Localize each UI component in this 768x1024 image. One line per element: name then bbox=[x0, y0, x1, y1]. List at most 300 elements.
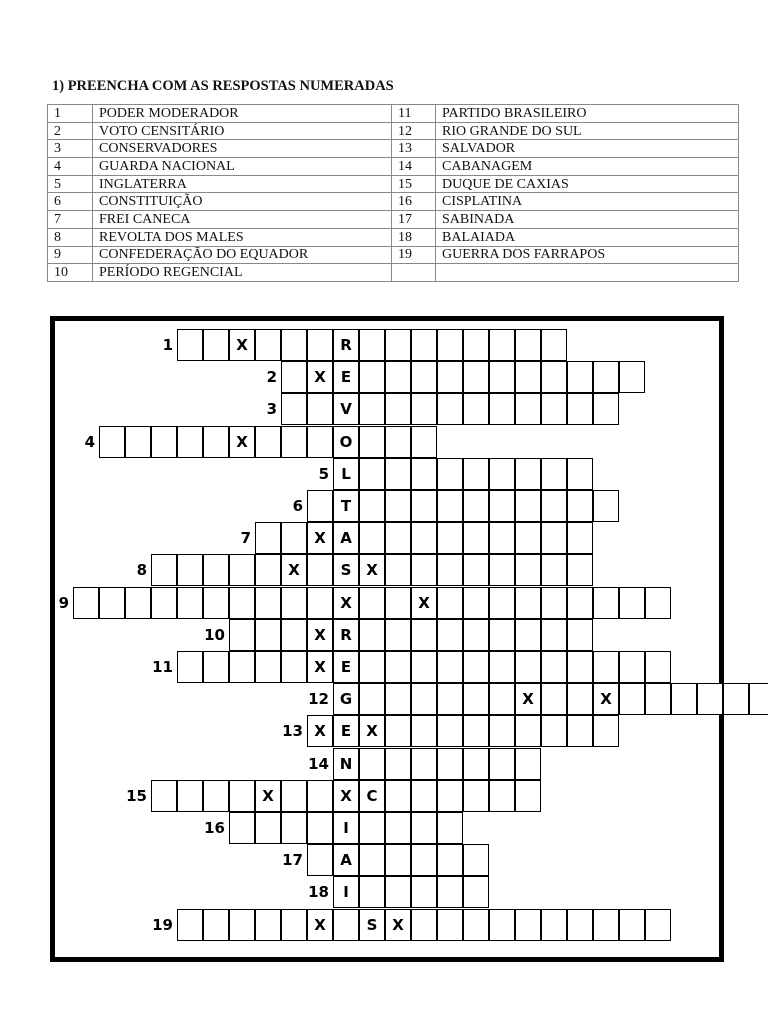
crossword-cell[interactable]: I bbox=[333, 812, 359, 844]
crossword-cell[interactable] bbox=[593, 715, 619, 747]
crossword-cell[interactable] bbox=[515, 748, 541, 780]
crossword-cell[interactable]: X bbox=[307, 522, 333, 554]
answer-number: 17 bbox=[392, 211, 436, 229]
clue-number: 11 bbox=[152, 658, 173, 676]
crossword-cell[interactable] bbox=[359, 522, 385, 554]
crossword-cell[interactable]: G bbox=[333, 683, 359, 715]
crossword-cell[interactable] bbox=[385, 426, 411, 458]
crossword-cell[interactable] bbox=[463, 876, 489, 908]
crossword-cell[interactable]: X bbox=[593, 683, 619, 715]
crossword-cell[interactable] bbox=[567, 361, 593, 393]
crossword-cell[interactable] bbox=[541, 361, 567, 393]
clue-number: 17 bbox=[282, 851, 303, 870]
crossword-cell[interactable] bbox=[281, 619, 307, 651]
crossword-cell[interactable] bbox=[567, 909, 593, 941]
crossword-cell[interactable] bbox=[463, 651, 489, 683]
crossword-cell[interactable] bbox=[463, 715, 489, 747]
crossword-cell[interactable] bbox=[463, 587, 489, 619]
crossword-cell[interactable] bbox=[203, 587, 229, 619]
crossword-grid bbox=[50, 316, 724, 962]
crossword-cell[interactable] bbox=[411, 619, 437, 651]
crossword-cell[interactable] bbox=[385, 361, 411, 393]
crossword-cell[interactable]: X bbox=[229, 426, 255, 458]
crossword-cell[interactable] bbox=[359, 876, 385, 908]
crossword-cell[interactable] bbox=[307, 329, 333, 361]
crossword-cell[interactable]: A bbox=[333, 522, 359, 554]
answer-text: PERÍODO REGENCIAL bbox=[93, 264, 392, 282]
answer-text: GUARDA NACIONAL bbox=[93, 158, 392, 176]
answer-number: 16 bbox=[392, 193, 436, 211]
crossword-cell[interactable]: X bbox=[359, 554, 385, 586]
crossword-cell[interactable]: X bbox=[515, 683, 541, 715]
crossword-cell[interactable] bbox=[515, 651, 541, 683]
crossword-cell[interactable] bbox=[437, 780, 463, 812]
crossword-cell[interactable] bbox=[437, 683, 463, 715]
crossword-cell[interactable] bbox=[151, 426, 177, 458]
crossword-cell[interactable] bbox=[385, 554, 411, 586]
crossword-cell[interactable] bbox=[489, 522, 515, 554]
crossword-cell[interactable] bbox=[489, 715, 515, 747]
answer-number: 9 bbox=[48, 246, 93, 264]
crossword-cell[interactable] bbox=[567, 458, 593, 490]
crossword-cell[interactable] bbox=[359, 393, 385, 425]
crossword-cell[interactable] bbox=[203, 329, 229, 361]
answer-number: 4 bbox=[48, 158, 93, 176]
crossword-cell[interactable] bbox=[177, 651, 203, 683]
crossword-cell[interactable] bbox=[307, 780, 333, 812]
crossword-cell[interactable] bbox=[437, 587, 463, 619]
crossword-cell[interactable] bbox=[437, 554, 463, 586]
answer-text: PARTIDO BRASILEIRO bbox=[436, 105, 739, 123]
crossword-cell[interactable]: L bbox=[333, 458, 359, 490]
answer-number: 6 bbox=[48, 193, 93, 211]
crossword-cell[interactable] bbox=[645, 587, 671, 619]
crossword-cell[interactable] bbox=[177, 587, 203, 619]
crossword-cell[interactable] bbox=[255, 522, 281, 554]
crossword-cell[interactable] bbox=[619, 683, 645, 715]
crossword-cell[interactable] bbox=[541, 522, 567, 554]
crossword-cell[interactable]: N bbox=[333, 748, 359, 780]
crossword-cell[interactable] bbox=[593, 909, 619, 941]
answer-row bbox=[48, 193, 739, 211]
crossword-cell[interactable] bbox=[567, 651, 593, 683]
crossword-cell[interactable] bbox=[619, 651, 645, 683]
crossword-cell[interactable] bbox=[463, 490, 489, 522]
answer-number: 2 bbox=[48, 122, 93, 140]
crossword-cell[interactable] bbox=[385, 329, 411, 361]
crossword-cell[interactable] bbox=[541, 490, 567, 522]
crossword-cell[interactable]: S bbox=[333, 554, 359, 586]
crossword-cell[interactable] bbox=[541, 715, 567, 747]
crossword-cell[interactable] bbox=[489, 651, 515, 683]
crossword-cell[interactable] bbox=[697, 683, 723, 715]
answers-table bbox=[47, 104, 739, 282]
crossword-cell[interactable] bbox=[619, 909, 645, 941]
crossword-cell[interactable] bbox=[567, 490, 593, 522]
crossword-cell[interactable]: T bbox=[333, 490, 359, 522]
crossword-cell[interactable] bbox=[515, 780, 541, 812]
crossword-cell[interactable] bbox=[177, 909, 203, 941]
crossword-cell[interactable] bbox=[541, 651, 567, 683]
crossword-cell[interactable] bbox=[177, 329, 203, 361]
crossword-cell[interactable] bbox=[463, 619, 489, 651]
crossword-cell[interactable] bbox=[281, 393, 307, 425]
crossword-cell[interactable] bbox=[411, 748, 437, 780]
clue-number: 13 bbox=[282, 722, 303, 741]
crossword-cell[interactable] bbox=[515, 329, 541, 361]
crossword-cell[interactable] bbox=[463, 683, 489, 715]
crossword-cell[interactable] bbox=[489, 619, 515, 651]
crossword-cell[interactable] bbox=[541, 458, 567, 490]
crossword-cell[interactable] bbox=[359, 458, 385, 490]
crossword-cell[interactable] bbox=[255, 426, 281, 458]
crossword-cell[interactable] bbox=[151, 554, 177, 586]
crossword-cell[interactable] bbox=[359, 587, 385, 619]
crossword-cell[interactable] bbox=[593, 490, 619, 522]
crossword-cell[interactable] bbox=[281, 587, 307, 619]
crossword-cell[interactable] bbox=[359, 426, 385, 458]
crossword-cell[interactable] bbox=[281, 361, 307, 393]
crossword-cell[interactable] bbox=[203, 651, 229, 683]
crossword-cell[interactable] bbox=[567, 715, 593, 747]
crossword-cell[interactable] bbox=[463, 458, 489, 490]
crossword-cell[interactable] bbox=[541, 393, 567, 425]
answer-number: 14 bbox=[392, 158, 436, 176]
crossword-cell[interactable] bbox=[177, 554, 203, 586]
crossword-cell[interactable] bbox=[411, 522, 437, 554]
crossword-cell[interactable] bbox=[359, 619, 385, 651]
answer-text: GUERRA DOS FARRAPOS bbox=[436, 246, 739, 264]
crossword-cell[interactable] bbox=[359, 651, 385, 683]
crossword-cell[interactable] bbox=[489, 909, 515, 941]
crossword-cell[interactable] bbox=[411, 361, 437, 393]
crossword-cell[interactable] bbox=[489, 780, 515, 812]
crossword-cell[interactable]: E bbox=[333, 361, 359, 393]
crossword-cell[interactable] bbox=[229, 619, 255, 651]
crossword-cell[interactable] bbox=[437, 812, 463, 844]
crossword-cell[interactable] bbox=[411, 812, 437, 844]
crossword-cell[interactable] bbox=[229, 554, 255, 586]
answer-number: 18 bbox=[392, 228, 436, 246]
crossword-cell[interactable] bbox=[671, 683, 697, 715]
crossword-cell[interactable] bbox=[463, 909, 489, 941]
crossword-cell[interactable] bbox=[463, 554, 489, 586]
crossword-cell[interactable] bbox=[385, 876, 411, 908]
crossword-cell[interactable] bbox=[177, 780, 203, 812]
crossword-cell[interactable] bbox=[255, 329, 281, 361]
crossword-cell[interactable] bbox=[463, 329, 489, 361]
answer-row bbox=[48, 211, 739, 229]
crossword-cell[interactable] bbox=[151, 780, 177, 812]
crossword-cell[interactable] bbox=[385, 393, 411, 425]
crossword-cell[interactable] bbox=[463, 844, 489, 876]
crossword-cell[interactable] bbox=[385, 812, 411, 844]
crossword-cell[interactable] bbox=[177, 426, 203, 458]
crossword-cell[interactable]: X bbox=[385, 909, 411, 941]
crossword-cell[interactable] bbox=[411, 329, 437, 361]
clue-number: 7 bbox=[240, 529, 251, 548]
crossword-cell[interactable] bbox=[385, 844, 411, 876]
crossword-cell[interactable] bbox=[359, 361, 385, 393]
answer-number: 11 bbox=[392, 105, 436, 123]
crossword-cell[interactable] bbox=[307, 393, 333, 425]
crossword-cell[interactable] bbox=[489, 748, 515, 780]
crossword-cell[interactable] bbox=[645, 683, 671, 715]
crossword-cell[interactable]: V bbox=[333, 393, 359, 425]
crossword-cell[interactable]: X bbox=[307, 909, 333, 941]
crossword-cell[interactable]: X bbox=[255, 780, 281, 812]
answer-row bbox=[48, 122, 739, 140]
crossword-cell[interactable] bbox=[593, 393, 619, 425]
crossword-cell[interactable] bbox=[255, 812, 281, 844]
crossword-cell[interactable] bbox=[489, 587, 515, 619]
crossword-cell[interactable] bbox=[385, 748, 411, 780]
clue-number: 15 bbox=[126, 786, 147, 805]
crossword-cell[interactable] bbox=[307, 426, 333, 458]
crossword-cell[interactable]: E bbox=[333, 651, 359, 683]
crossword-cell[interactable] bbox=[385, 587, 411, 619]
crossword-cell[interactable] bbox=[385, 619, 411, 651]
crossword-cell[interactable] bbox=[437, 329, 463, 361]
crossword-cell[interactable] bbox=[593, 651, 619, 683]
crossword-cell[interactable] bbox=[463, 522, 489, 554]
crossword-cell[interactable] bbox=[359, 683, 385, 715]
crossword-cell[interactable] bbox=[723, 683, 749, 715]
crossword-cell[interactable] bbox=[359, 812, 385, 844]
crossword-cell[interactable] bbox=[359, 329, 385, 361]
crossword-cell[interactable] bbox=[307, 587, 333, 619]
crossword-cell[interactable] bbox=[515, 587, 541, 619]
crossword-cell[interactable] bbox=[281, 426, 307, 458]
crossword-cell[interactable] bbox=[437, 619, 463, 651]
crossword-cell[interactable] bbox=[411, 554, 437, 586]
crossword-cell[interactable] bbox=[229, 780, 255, 812]
crossword-cell[interactable]: X bbox=[333, 587, 359, 619]
answer-row bbox=[48, 175, 739, 193]
crossword-cell[interactable] bbox=[359, 844, 385, 876]
crossword-cell[interactable] bbox=[437, 715, 463, 747]
crossword-cell[interactable] bbox=[489, 490, 515, 522]
crossword-cell[interactable] bbox=[567, 683, 593, 715]
crossword-cell[interactable] bbox=[541, 329, 567, 361]
crossword-cell[interactable] bbox=[255, 587, 281, 619]
crossword-cell[interactable] bbox=[99, 587, 125, 619]
crossword-cell[interactable] bbox=[515, 909, 541, 941]
crossword-cell[interactable] bbox=[125, 426, 151, 458]
crossword-cell[interactable] bbox=[515, 490, 541, 522]
answer-number bbox=[392, 264, 436, 282]
crossword-cell[interactable] bbox=[541, 587, 567, 619]
crossword-cell[interactable]: X bbox=[359, 715, 385, 747]
crossword-cell[interactable] bbox=[281, 651, 307, 683]
crossword-cell[interactable] bbox=[515, 361, 541, 393]
crossword-cell[interactable] bbox=[437, 844, 463, 876]
answer-text: CONSTITUIÇÃO bbox=[93, 193, 392, 211]
crossword-cell[interactable] bbox=[619, 361, 645, 393]
crossword-cell[interactable] bbox=[593, 587, 619, 619]
answer-number: 15 bbox=[392, 175, 436, 193]
crossword-cell[interactable] bbox=[515, 715, 541, 747]
crossword-cell[interactable] bbox=[229, 812, 255, 844]
crossword-cell[interactable] bbox=[385, 458, 411, 490]
crossword-cell[interactable] bbox=[307, 812, 333, 844]
crossword-cell[interactable] bbox=[255, 909, 281, 941]
crossword-cell[interactable] bbox=[567, 522, 593, 554]
crossword-cell[interactable] bbox=[437, 490, 463, 522]
crossword-cell[interactable]: R bbox=[333, 619, 359, 651]
crossword-cell[interactable] bbox=[515, 393, 541, 425]
crossword-cell[interactable] bbox=[489, 554, 515, 586]
crossword-cell[interactable] bbox=[437, 876, 463, 908]
crossword-cell[interactable] bbox=[515, 554, 541, 586]
crossword-cell[interactable] bbox=[99, 426, 125, 458]
crossword-cell[interactable] bbox=[229, 587, 255, 619]
crossword-cell[interactable] bbox=[203, 426, 229, 458]
crossword-cell[interactable] bbox=[411, 844, 437, 876]
exercise-heading: 1) PREENCHA COM AS RESPOSTAS NUMERADAS bbox=[52, 78, 394, 94]
crossword-cell[interactable] bbox=[203, 554, 229, 586]
crossword-cell[interactable] bbox=[437, 651, 463, 683]
crossword-cell[interactable] bbox=[489, 361, 515, 393]
crossword-cell[interactable] bbox=[541, 619, 567, 651]
crossword-cell[interactable] bbox=[411, 490, 437, 522]
crossword-cell[interactable] bbox=[541, 554, 567, 586]
crossword-cell[interactable] bbox=[229, 909, 255, 941]
clue-number: 1 bbox=[162, 336, 173, 354]
crossword-cell[interactable] bbox=[463, 393, 489, 425]
crossword-cell[interactable] bbox=[593, 361, 619, 393]
crossword-cell[interactable] bbox=[411, 426, 437, 458]
crossword-cell[interactable] bbox=[437, 748, 463, 780]
crossword-cell[interactable] bbox=[541, 683, 567, 715]
crossword-cell[interactable] bbox=[645, 651, 671, 683]
answer-text: CONSERVADORES bbox=[93, 140, 392, 158]
crossword-cell[interactable]: X bbox=[281, 554, 307, 586]
crossword-cell[interactable]: X bbox=[307, 651, 333, 683]
crossword-cell[interactable]: A bbox=[333, 844, 359, 876]
crossword-cell[interactable] bbox=[645, 909, 671, 941]
crossword-cell[interactable] bbox=[203, 909, 229, 941]
crossword-cell[interactable] bbox=[411, 458, 437, 490]
crossword-cell[interactable] bbox=[385, 715, 411, 747]
crossword-cell[interactable] bbox=[489, 329, 515, 361]
crossword-cell[interactable] bbox=[437, 909, 463, 941]
crossword-cell[interactable] bbox=[567, 587, 593, 619]
crossword-cell[interactable] bbox=[281, 812, 307, 844]
crossword-cell[interactable] bbox=[463, 748, 489, 780]
crossword-cell[interactable]: I bbox=[333, 876, 359, 908]
crossword-cell[interactable]: O bbox=[333, 426, 359, 458]
answer-text: CABANAGEM bbox=[436, 158, 739, 176]
crossword-cell[interactable] bbox=[411, 876, 437, 908]
crossword-cell[interactable] bbox=[385, 490, 411, 522]
crossword-cell[interactable] bbox=[281, 522, 307, 554]
crossword-cell[interactable] bbox=[515, 522, 541, 554]
crossword-cell[interactable]: X bbox=[307, 619, 333, 651]
crossword-cell[interactable] bbox=[385, 780, 411, 812]
crossword-cell[interactable] bbox=[385, 651, 411, 683]
crossword-cell[interactable]: X bbox=[229, 329, 255, 361]
crossword-cell[interactable] bbox=[489, 393, 515, 425]
crossword-cell[interactable]: S bbox=[359, 909, 385, 941]
crossword-cell[interactable] bbox=[411, 393, 437, 425]
crossword-cell[interactable] bbox=[437, 393, 463, 425]
crossword-cell[interactable] bbox=[255, 619, 281, 651]
answer-text: BALAIADA bbox=[436, 228, 739, 246]
crossword-cell[interactable] bbox=[541, 909, 567, 941]
crossword-cell[interactable] bbox=[307, 554, 333, 586]
crossword-cell[interactable] bbox=[307, 844, 333, 876]
crossword-cell[interactable] bbox=[385, 522, 411, 554]
crossword-cell[interactable] bbox=[281, 780, 307, 812]
crossword-cell[interactable] bbox=[359, 490, 385, 522]
answer-number: 12 bbox=[392, 122, 436, 140]
answer-number: 8 bbox=[48, 228, 93, 246]
crossword-cell[interactable] bbox=[229, 651, 255, 683]
crossword-cell[interactable] bbox=[281, 909, 307, 941]
clue-number: 16 bbox=[204, 819, 225, 837]
answer-text: CISPLATINA bbox=[436, 193, 739, 211]
crossword-cell[interactable] bbox=[333, 909, 359, 941]
clue-number: 8 bbox=[136, 561, 147, 580]
clue-number: 4 bbox=[84, 432, 95, 451]
answer-text bbox=[436, 264, 739, 282]
crossword-cell[interactable] bbox=[255, 554, 281, 586]
crossword-cell[interactable] bbox=[125, 587, 151, 619]
answer-row bbox=[48, 228, 739, 246]
crossword-cell[interactable] bbox=[411, 683, 437, 715]
crossword-cell[interactable] bbox=[489, 683, 515, 715]
crossword-cell[interactable] bbox=[619, 587, 645, 619]
crossword-cell[interactable] bbox=[151, 587, 177, 619]
crossword-cell[interactable] bbox=[437, 458, 463, 490]
crossword-cell[interactable] bbox=[567, 554, 593, 586]
crossword-cell[interactable] bbox=[437, 361, 463, 393]
crossword-cell[interactable]: X bbox=[333, 780, 359, 812]
crossword-cell[interactable] bbox=[73, 587, 99, 619]
answer-text: VOTO CENSITÁRIO bbox=[93, 122, 392, 140]
crossword-cell[interactable]: X bbox=[307, 715, 333, 747]
clue-number: 14 bbox=[308, 754, 329, 773]
clue-number: 19 bbox=[152, 915, 173, 934]
crossword-cell[interactable] bbox=[385, 683, 411, 715]
crossword-cell[interactable] bbox=[489, 458, 515, 490]
crossword-cell[interactable] bbox=[463, 361, 489, 393]
crossword-cell[interactable] bbox=[359, 748, 385, 780]
crossword-cell[interactable]: R bbox=[333, 329, 359, 361]
crossword-cell[interactable] bbox=[567, 619, 593, 651]
crossword-cell[interactable]: X bbox=[411, 587, 437, 619]
crossword-cell[interactable] bbox=[307, 490, 333, 522]
crossword-cell[interactable]: X bbox=[307, 361, 333, 393]
crossword-cell[interactable] bbox=[437, 522, 463, 554]
crossword-cell[interactable]: E bbox=[333, 715, 359, 747]
crossword-cell[interactable] bbox=[749, 683, 768, 715]
crossword-cell[interactable] bbox=[463, 780, 489, 812]
crossword-cell[interactable] bbox=[515, 619, 541, 651]
crossword-cell[interactable] bbox=[281, 329, 307, 361]
crossword-cell[interactable] bbox=[411, 909, 437, 941]
crossword-cell[interactable] bbox=[411, 651, 437, 683]
crossword-cell[interactable] bbox=[567, 393, 593, 425]
crossword-cell[interactable] bbox=[411, 780, 437, 812]
crossword-cell[interactable] bbox=[411, 715, 437, 747]
crossword-cell[interactable]: C bbox=[359, 780, 385, 812]
crossword-cell[interactable] bbox=[203, 780, 229, 812]
crossword-cell[interactable] bbox=[515, 458, 541, 490]
clue-number: 18 bbox=[308, 883, 329, 902]
crossword-cell[interactable] bbox=[255, 651, 281, 683]
